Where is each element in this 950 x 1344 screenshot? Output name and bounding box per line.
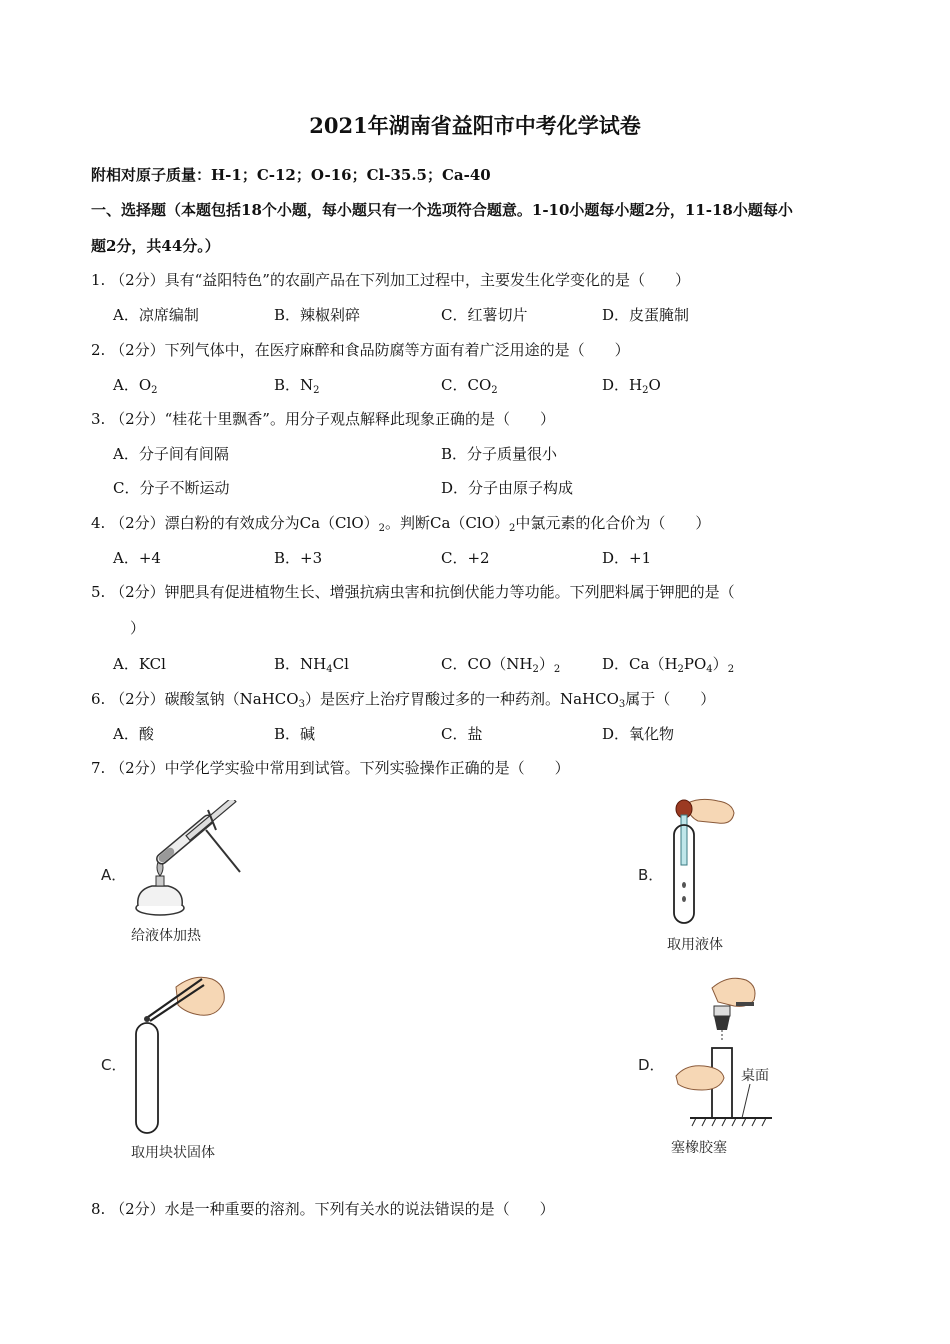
q6-option-d: D．氧化物 — [602, 725, 675, 743]
q5-option-d: D．$Ca(H_2PO_4)_2$ — [602, 655, 735, 675]
q4-option-b: B．+3 — [274, 549, 323, 567]
q1-option-d: D．皮蛋腌制 — [602, 306, 690, 324]
q6-option-b: B．碱 — [274, 725, 316, 743]
q4-option-d: D．+1 — [602, 549, 652, 567]
inserting-stopper-figure — [672, 972, 782, 1132]
question-stem: （2分）下列气体中，在医疗麻醉和食品防腐等方面有着广泛用途的是（ ） — [110, 341, 630, 359]
figure-d-desk-label: 桌面 — [741, 1068, 769, 1084]
q3-option-b: B．分子质量很小 — [441, 445, 558, 463]
taking-solid-figure — [128, 965, 233, 1140]
q5-option-b: B．$NH_4Cl$ — [274, 655, 349, 675]
q6-option-a: A．酸 — [113, 725, 154, 743]
figure-c-letter: C． — [101, 1056, 127, 1074]
question-stem: （2分）水是一种重要的溶剂。下列有关水的说法错误的是（ ） — [110, 1200, 555, 1218]
taking-liquid-figure — [660, 795, 750, 930]
q1-option-c: C．红薯切片 — [441, 306, 528, 324]
question-number: 7. — [91, 759, 106, 777]
q6-option-c: C．盐 — [441, 725, 483, 743]
q1-option-a: A．凉席编制 — [113, 306, 199, 324]
question-number: 4. — [91, 514, 106, 532]
q2-option-d: D．$H_2O$ — [602, 376, 661, 396]
figure-b-letter: B． — [638, 866, 664, 884]
question-number: 3. — [91, 410, 106, 428]
figure-a-caption: 给液体加热 — [131, 928, 201, 944]
question-number: 1. — [91, 271, 106, 289]
page-title: 2021年湖南省益阳市中考化学试卷 — [309, 113, 641, 138]
q3-option-a: A．分子间有间隔 — [113, 445, 229, 463]
heating-liquid-figure — [128, 800, 248, 920]
figure-d-caption: 塞橡胶塞 — [671, 1140, 727, 1156]
question-7 — [91, 758, 570, 778]
question-stem: （2分）具有“益阳特色”的农副产品在下列加工过程中，主要发生化学变化的是（ ） — [110, 271, 690, 289]
figure-c-caption: 取用块状固体 — [131, 1145, 215, 1161]
q3-option-d: D．分子由原子构成 — [441, 479, 574, 497]
question-3 — [91, 409, 555, 429]
q4-option-a: A．+4 — [113, 549, 161, 567]
section-heading-line1: 一、选择题（本题包括18个小题，每小题只有一个选项符合题意。1-10小题每小题2分，11-18小题每小 — [91, 201, 793, 219]
question-stem: （2分）“桂花十里飘香”。用分子观点解释此现象正确的是（ ） — [110, 410, 555, 428]
question-1 — [91, 270, 690, 290]
atomic-masses: 附相对原子质量：H-1；C-12；O-16；Cl-35.5；Ca-40 — [91, 166, 491, 184]
figure-d-letter: D． — [638, 1056, 665, 1074]
question-5 — [91, 582, 735, 602]
section-heading-line2: 题2分，共44分。） — [91, 237, 220, 255]
q5-stem-continued: ） — [130, 619, 146, 637]
question-number: 8. — [91, 1200, 106, 1218]
question-2 — [91, 340, 630, 360]
q1-option-b: B．辣椒剁碎 — [274, 306, 361, 324]
question-number: 2. — [91, 341, 106, 359]
q2-option-c: C．$CO_2$ — [441, 376, 498, 396]
q5-option-c: C．$CO(NH_2)_2$ — [441, 655, 561, 675]
figure-a-letter: A． — [101, 866, 127, 884]
question-4: 4. （2分）漂白粉的有效成分为$Ca(ClO)_2$。判断$Ca(ClO)_2$中氯元素的化合价为（ ） — [91, 514, 711, 534]
figure-b-caption: 取用液体 — [667, 937, 723, 953]
question-stem: （2分）钾肥具有促进植物生长、增强抗病虫害和抗倒伏能力等功能。下列肥料属于钾肥的是（ — [110, 583, 735, 601]
q2-option-a: A．$O_2$ — [113, 376, 158, 396]
q4-option-c: C．+2 — [441, 549, 490, 567]
question-6: 6. （2分）碳酸氢钠（NaHCO$_3$）是医疗上治疗胃酸过多的一种药剂。NaHCO$_3$属于（ ） — [91, 690, 716, 710]
question-number: 5. — [91, 583, 106, 601]
question-number: 6. — [91, 690, 106, 708]
question-8 — [91, 1199, 555, 1219]
q3-option-c: C．分子不断运动 — [113, 479, 230, 497]
q5-option-a: A．KCl — [113, 655, 166, 673]
q2-option-b: B．$N_2$ — [274, 376, 320, 396]
question-stem: （2分）中学化学实验中常用到试管。下列实验操作正确的是（ ） — [110, 759, 570, 777]
